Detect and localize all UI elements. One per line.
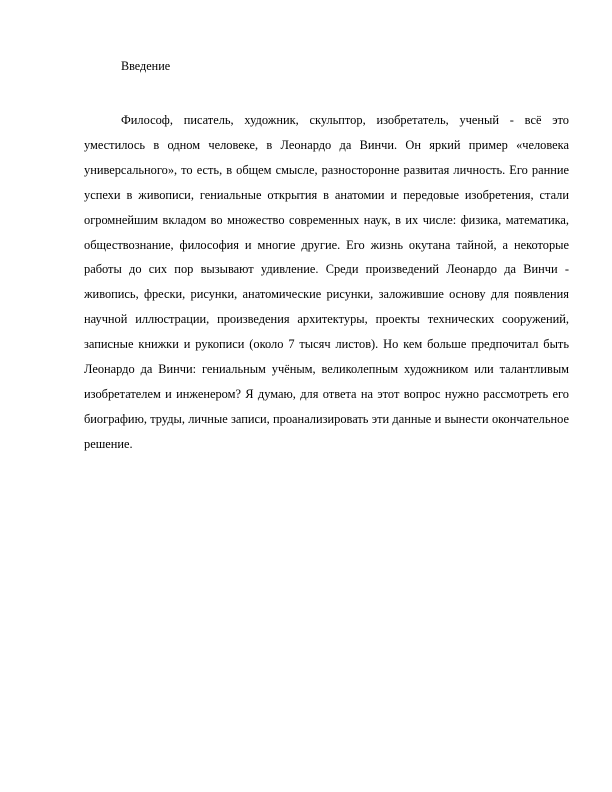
body-paragraph: Философ, писатель, художник, скульптор, изобретатель, ученый - всё это уместилось в одном человеке, в Леонардо да Винчи. Он яркий пример «человека универсального», то есть, в общем смысле, разносторонне развитая личность. Его ранние успехи в живописи, гениальные открытия в анатомии и передовые изобретения, стали огромнейшим вкладом во множество современных наук, в их числе: физика, математика, обществознание, философия и многие другие. Его жизнь окутана тайной, а некоторые работы до сих пор вызывают удивление. Среди произведений Леонардо да Винчи - живопись, фрески, рисунки, анатомические рисунки, заложившие основу для появления научной иллюстрации, произведения архитектуры, проекты технических сооружений, записные книжки и рукописи (около 7 тысяч листов). Но кем больше предпочитал быть Леонардо да Винчи: гениальным учёным, великолепным художником или талантливым изобретателем и инженером? Я думаю, для ответа на этот вопрос нужно рассмотреть его биографию, труды, личные записи, проанализировать эти данные и вынести окончательное решение. — [84, 113, 569, 451]
section-heading: Введение — [121, 59, 171, 73]
